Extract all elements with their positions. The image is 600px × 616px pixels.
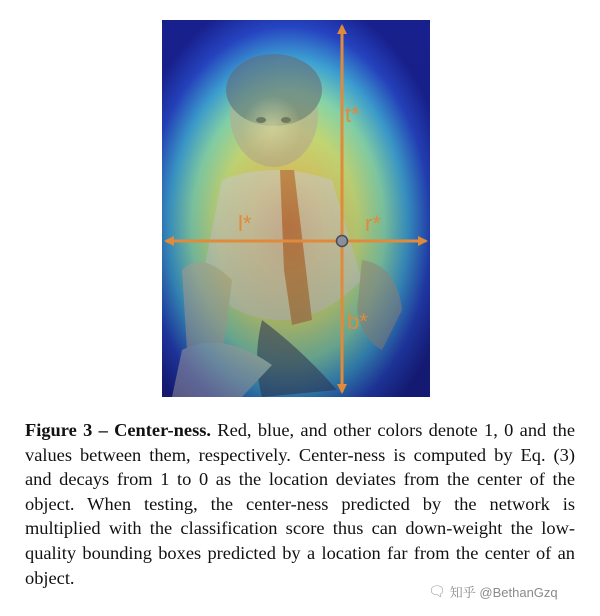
chat-bubble-icon: 🗨 — [428, 582, 446, 599]
figure-caption — [25, 418, 575, 590]
caption-lead: Figure 3 – Center-ness. — [25, 420, 211, 440]
label-left: l* — [238, 211, 252, 236]
watermark-text: 知乎 @BethanGzq — [449, 584, 558, 600]
center-ness-figure — [162, 20, 430, 397]
label-bottom: b* — [347, 309, 368, 334]
center-point — [337, 236, 348, 247]
watermark — [424, 577, 562, 605]
label-right: r* — [365, 211, 381, 236]
caption-text: Red, blue, and other colors denote 1, 0 and the values between them, respectively. Center-ness is computed by Eq. (3) and decays from 1 to 0 as the location deviates from the center of the object. When testing, the center-ness predicted by the network is multiplied with the classification score thus can down-weight the low-quality bounding boxes predicted by a location far from the center of an object. — [25, 420, 575, 588]
label-top: t* — [345, 102, 360, 127]
